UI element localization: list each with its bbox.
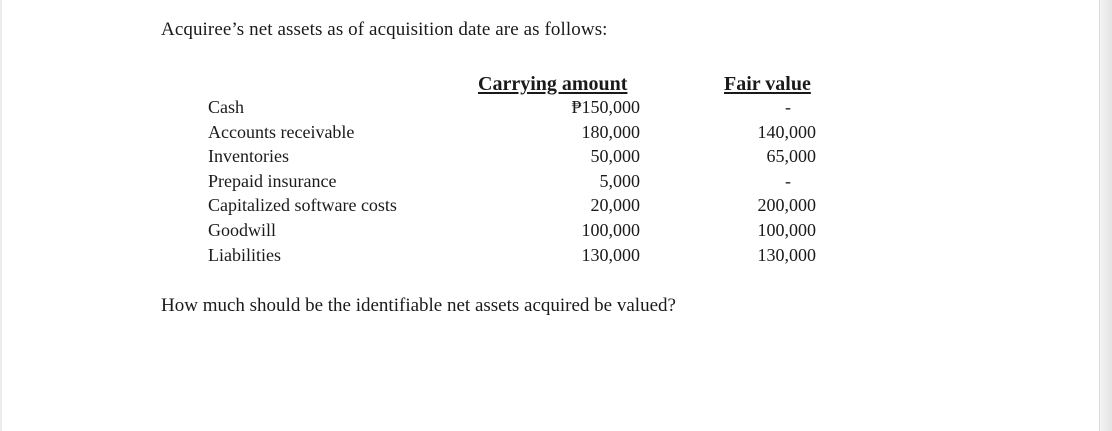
carrying-amount-header: Carrying amount (478, 73, 628, 95)
fair-value-value: 200,000 (757, 195, 816, 216)
fair-value-value: 100,000 (757, 219, 816, 240)
table-row (0, 122, 1112, 147)
table-row (0, 97, 1112, 122)
row-label: Prepaid insurance (208, 170, 337, 191)
row-label: Cash (208, 97, 244, 117)
carrying-amount-value: 100,000 (581, 219, 640, 240)
row-label: Goodwill (208, 219, 277, 240)
row-label: Inventories (208, 146, 289, 167)
table-row (0, 171, 1112, 196)
carrying-amount-value: 5,000 (599, 170, 640, 191)
carrying-amount-value: 20,000 (590, 195, 640, 216)
net-assets-table (0, 97, 1112, 269)
fair-value-value: 65,000 (766, 146, 816, 167)
carrying-amount-value: 130,000 (581, 244, 640, 265)
carrying-amount-value: ₱150,000 (571, 97, 640, 117)
carrying-amount-value: 50,000 (590, 146, 640, 167)
table-row (0, 245, 1112, 270)
table-row (0, 220, 1112, 245)
question-text: How much should be the identifiable net assets acquired be valued? (161, 295, 676, 316)
intro-text: Acquiree’s net assets as of acquisition date are as follows: (161, 19, 608, 40)
fair-value-value: - (785, 97, 791, 117)
table-row (0, 195, 1112, 220)
row-label: Accounts receivable (208, 121, 355, 142)
fair-value-value: 140,000 (757, 121, 816, 142)
fair-value-value: 130,000 (757, 244, 816, 265)
fair-value-header: Fair value (724, 73, 811, 95)
table-row (0, 146, 1112, 171)
carrying-amount-value: 180,000 (581, 121, 640, 142)
row-label: Capitalized software costs (208, 195, 397, 216)
row-label: Liabilities (208, 244, 281, 265)
fair-value-value: - (785, 170, 791, 191)
